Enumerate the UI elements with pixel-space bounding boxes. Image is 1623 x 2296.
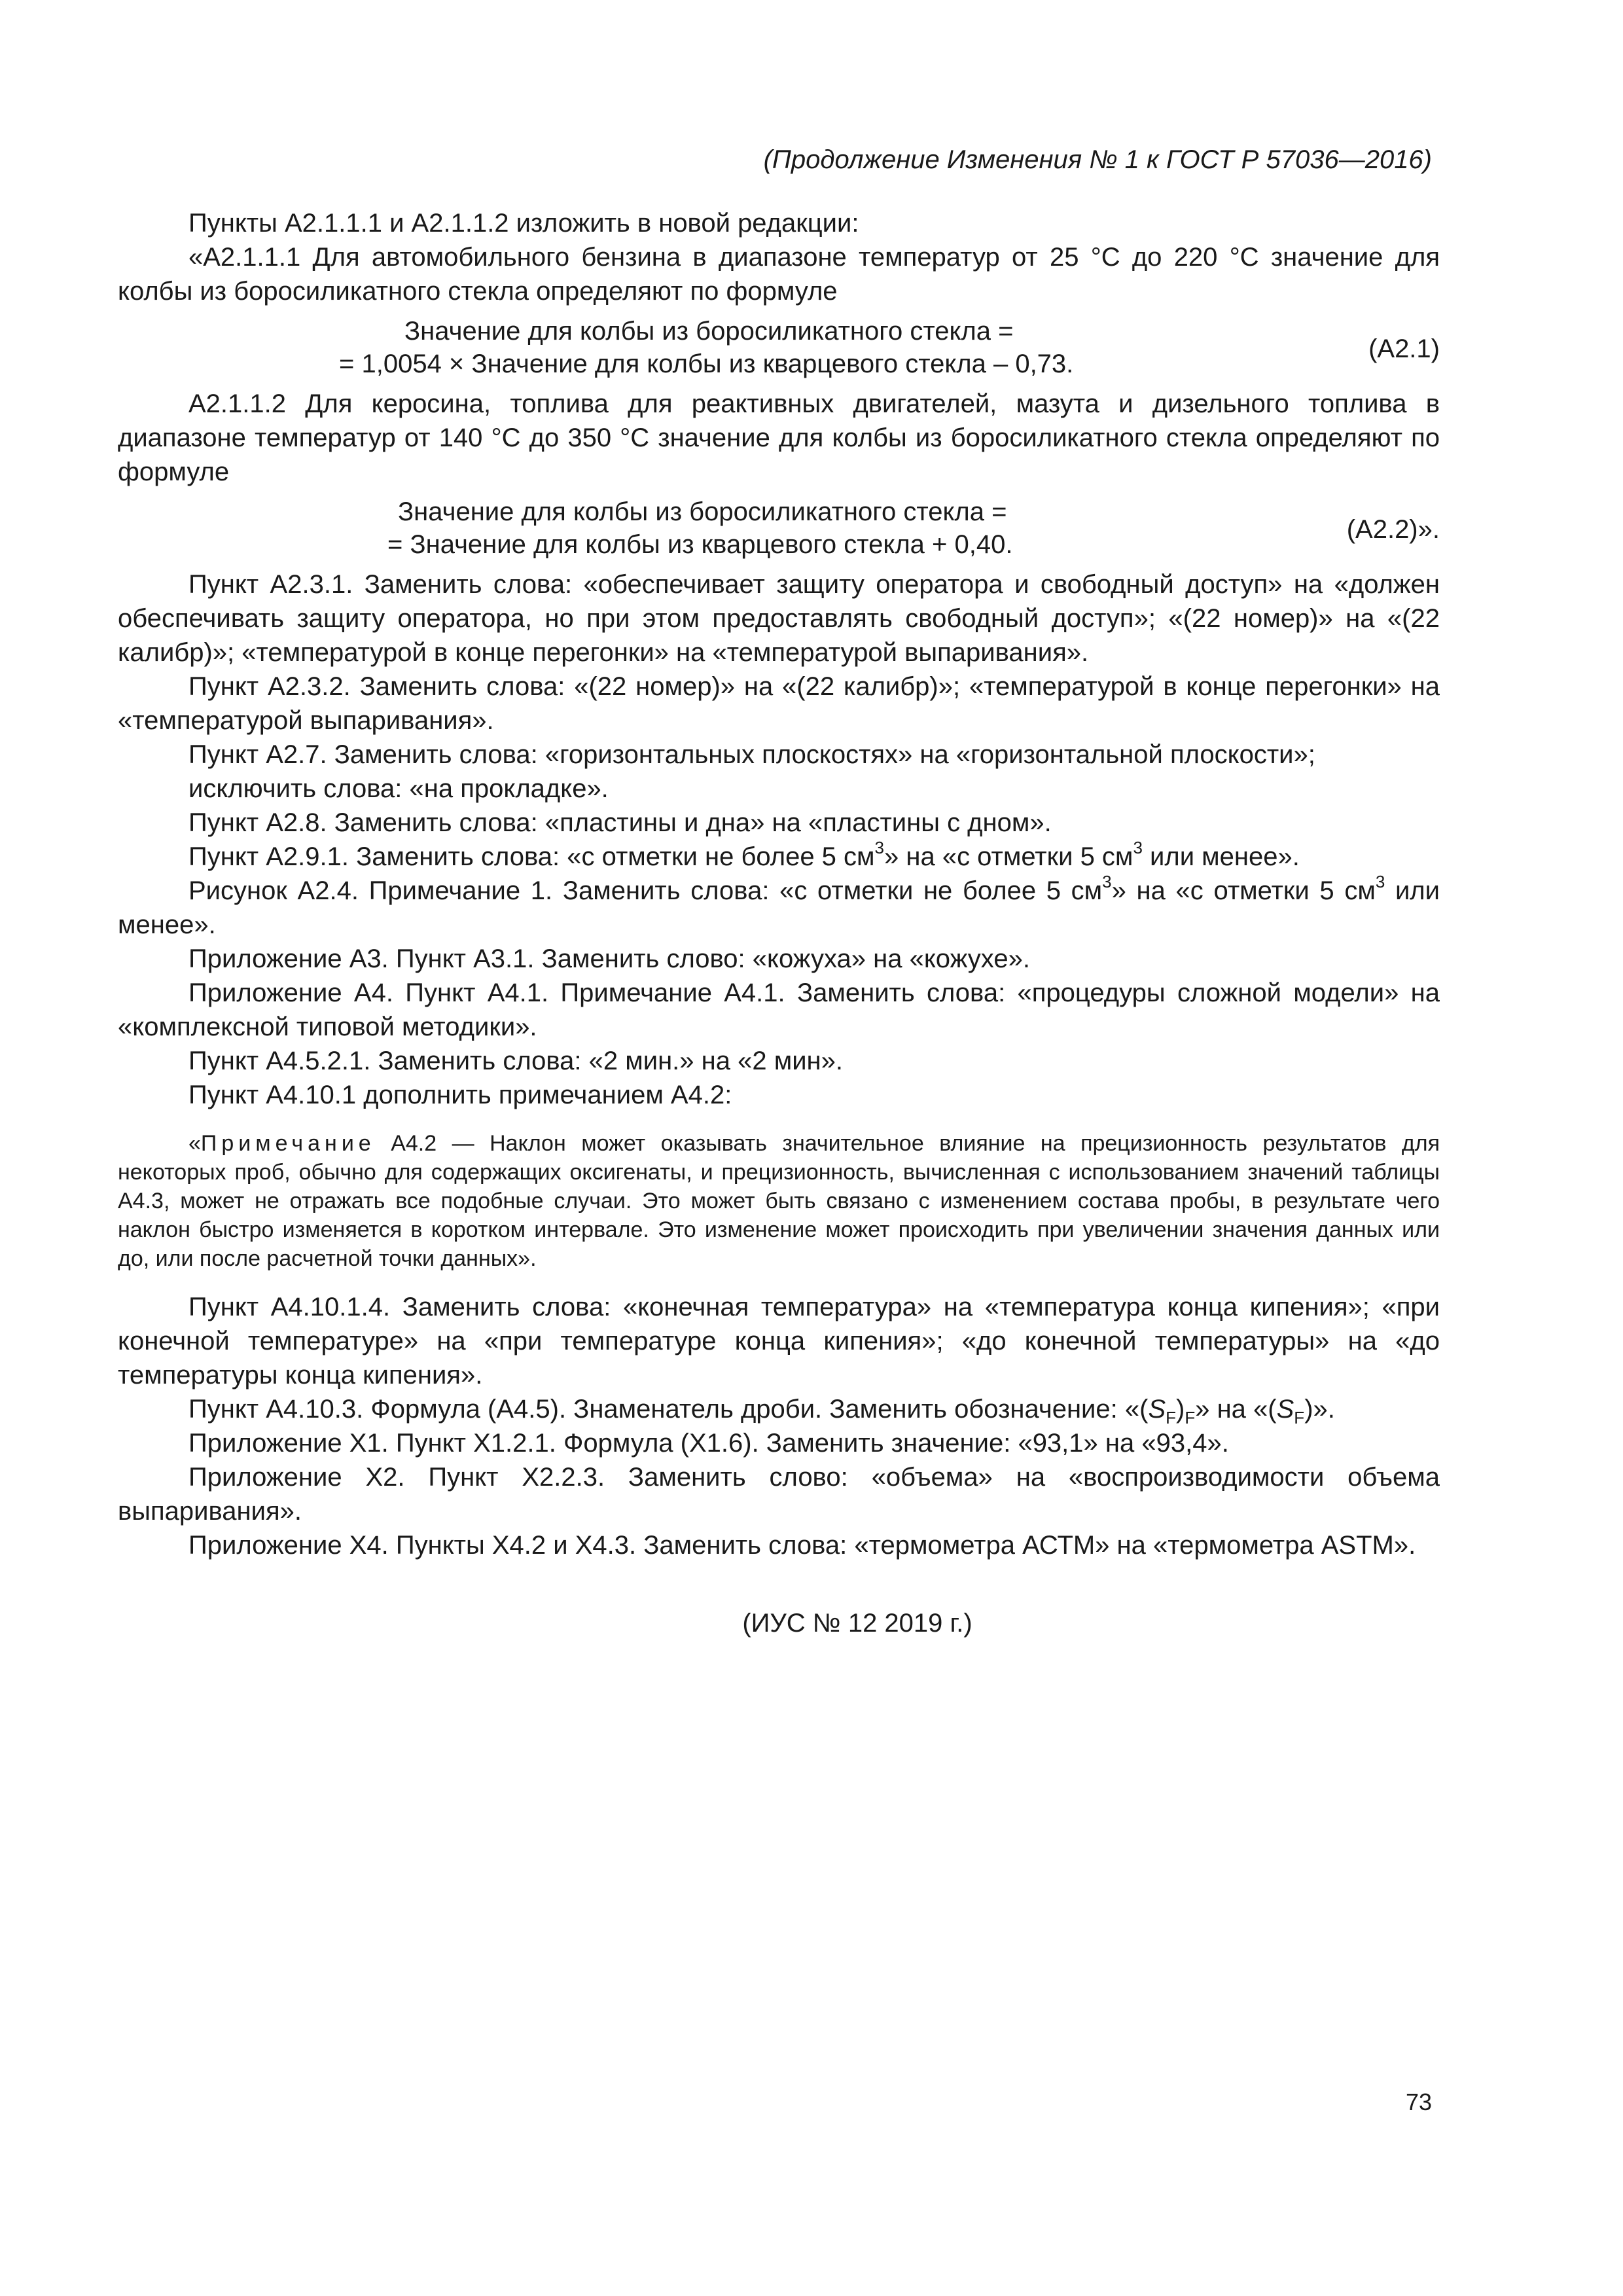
subscript: F xyxy=(1294,1408,1305,1427)
formula-number: (А2.1) xyxy=(1368,334,1440,363)
text-run: )». xyxy=(1304,1395,1335,1424)
text-run: » на «с отметки 5 см xyxy=(884,842,1133,871)
text-run: Пункт А4.10.3. Формула (А4.5). Знаменатель дроби. Заменить обозначение: «( xyxy=(188,1395,1149,1424)
text-run: » на «с отметки 5 см xyxy=(1111,876,1376,905)
paragraph xyxy=(118,1392,1440,1426)
ius-reference: (ИУС № 12 2019 г.) xyxy=(742,1609,972,1638)
paragraph: Приложение А3. Пункт А3.1. Заменить слово: «кожуха» на «кожухе». xyxy=(188,944,1030,973)
superscript: 3 xyxy=(874,837,885,857)
text-run: или менее». xyxy=(1142,842,1300,871)
running-header: (Продолжение Изменения № 1 к ГОСТ Р 57036—2016) xyxy=(763,145,1432,174)
superscript: 3 xyxy=(1375,871,1385,891)
formula-line: Значение для колбы из боросиликатного стекла = xyxy=(404,317,1014,346)
note-a4-2 xyxy=(118,1129,1440,1273)
formula-line: = 1,0054 × Значение для колбы из кварцевого стекла – 0,73. xyxy=(339,350,1074,378)
formula-a2-1 xyxy=(118,315,1440,380)
text-run: » на «( xyxy=(1195,1395,1277,1424)
paragraph: Приложение А4. Пункт А4.1. Примечание А4.1. Заменить слова: «процедуры сложной модели» на «комплексной типовой методики». xyxy=(118,978,1440,1041)
paragraph: Приложение Х4. Пункты Х4.2 и Х4.3. Заменить слова: «термометра АСТМ» на «термометра ASTM». xyxy=(188,1531,1416,1560)
paragraph: Пункты А2.1.1.1 и А2.1.1.2 изложить в новой редакции: xyxy=(188,209,859,238)
paragraph: Пункт А2.8. Заменить слова: «пластины и дна» на «пластины с дном». xyxy=(188,808,1052,837)
paragraph: «А2.1.1.1 Для автомобильного бензина в диапазоне температур от 25 °С до 220 °С значение для колбы из боросиликатного стекла определяют по формуле xyxy=(118,243,1440,306)
paragraph: Приложение Х1. Пункт Х1.2.1. Формула (Х1.6). Заменить значение: «93,1» на «93,4». xyxy=(188,1429,1229,1458)
formula-line: Значение для колбы из боросиликатного стекла = xyxy=(398,497,1007,526)
formula-number: (А2.2)». xyxy=(1346,515,1440,544)
formula-a2-2 xyxy=(118,495,1440,561)
paragraph: Пункт А4.10.1 дополнить примечанием А4.2: xyxy=(188,1081,732,1109)
paragraph xyxy=(118,871,1440,942)
document-body xyxy=(118,206,1440,1562)
paragraph: исключить слова: «на прокладке». xyxy=(188,774,609,803)
text-run: Пункт А2.9.1. Заменить слова: «с отметки не более 5 см xyxy=(188,842,875,871)
text-run: ) xyxy=(1176,1395,1185,1424)
note-paragraph xyxy=(118,1129,1440,1273)
text-run: « xyxy=(188,1131,201,1156)
symbol: S xyxy=(1276,1395,1294,1424)
paragraph: Приложение Х2. Пункт Х2.2.3. Заменить слово: «объема» на «воспроизводимости объема выпаривания». xyxy=(118,1463,1440,1526)
subscript: F xyxy=(1166,1408,1177,1427)
paragraph: Пункт А2.3.1. Заменить слова: «обеспечивает защиту оператора и свободный доступ» на «должен обеспечивать защиту оператора, но при этом предоставлять свободный доступ»; «(22 номер)» на «(22 калибр)»; «температурой в конце перегонки» на «температурой выпаривания». xyxy=(118,570,1440,667)
paragraph: А2.1.1.2 Для керосина, топлива для реактивных двигателей, мазута и дизельного топлива в диапазоне температур от 140 °С до 350 °С значение для колбы из боросиликатного стекла определяют по формуле xyxy=(118,389,1440,486)
superscript: 3 xyxy=(1133,837,1143,857)
text-run: Рисунок А2.4. Примечание 1. Заменить слова: «с отметки не более 5 см xyxy=(188,876,1103,905)
superscript: 3 xyxy=(1102,871,1112,891)
paragraph: Пункт А2.3.2. Заменить слова: «(22 номер)» на «(22 калибр)»; «температурой в конце перегонки» на «температурой выпаривания». xyxy=(118,672,1440,735)
symbol: S xyxy=(1148,1395,1166,1424)
subscript: F xyxy=(1185,1408,1196,1427)
formula-line: = Значение для колбы из кварцевого стекла + 0,40. xyxy=(387,530,1013,559)
note-text: А4.2 — Наклон может оказывать значительное влияние на прецизионность результатов для некоторых проб, обычно для содержащих оксигенаты, и прецизионность, вычисленная с использованием значений таблицы А4.3, может не отражать все подобные случаи. Это может быть связано с изменением состава пробы, в результате чего наклон быстро изменяется в коротком интервале. Это изменение может происходить при увеличении значения данных или до, или после расчетной точки данных». xyxy=(118,1131,1440,1271)
paragraph: Пункт А2.7. Заменить слова: «горизонтальных плоскостях» на «горизонтальной плоскости»; xyxy=(188,740,1315,769)
page-number: 73 xyxy=(1405,2089,1432,2115)
paragraph xyxy=(118,837,1440,874)
note-label: Примечание xyxy=(200,1131,376,1156)
text-run: или менее». xyxy=(118,876,1440,939)
paragraph: Пункт А4.5.2.1. Заменить слова: «2 мин.» на «2 мин». xyxy=(188,1047,843,1075)
paragraph: Пункт А4.10.1.4. Заменить слова: «конечная температура» на «температура конца кипения»; «при конечной температуре» на «при температуре конца кипения»; «до конечной температуры» на «до температуры конца кипения». xyxy=(118,1293,1440,1390)
